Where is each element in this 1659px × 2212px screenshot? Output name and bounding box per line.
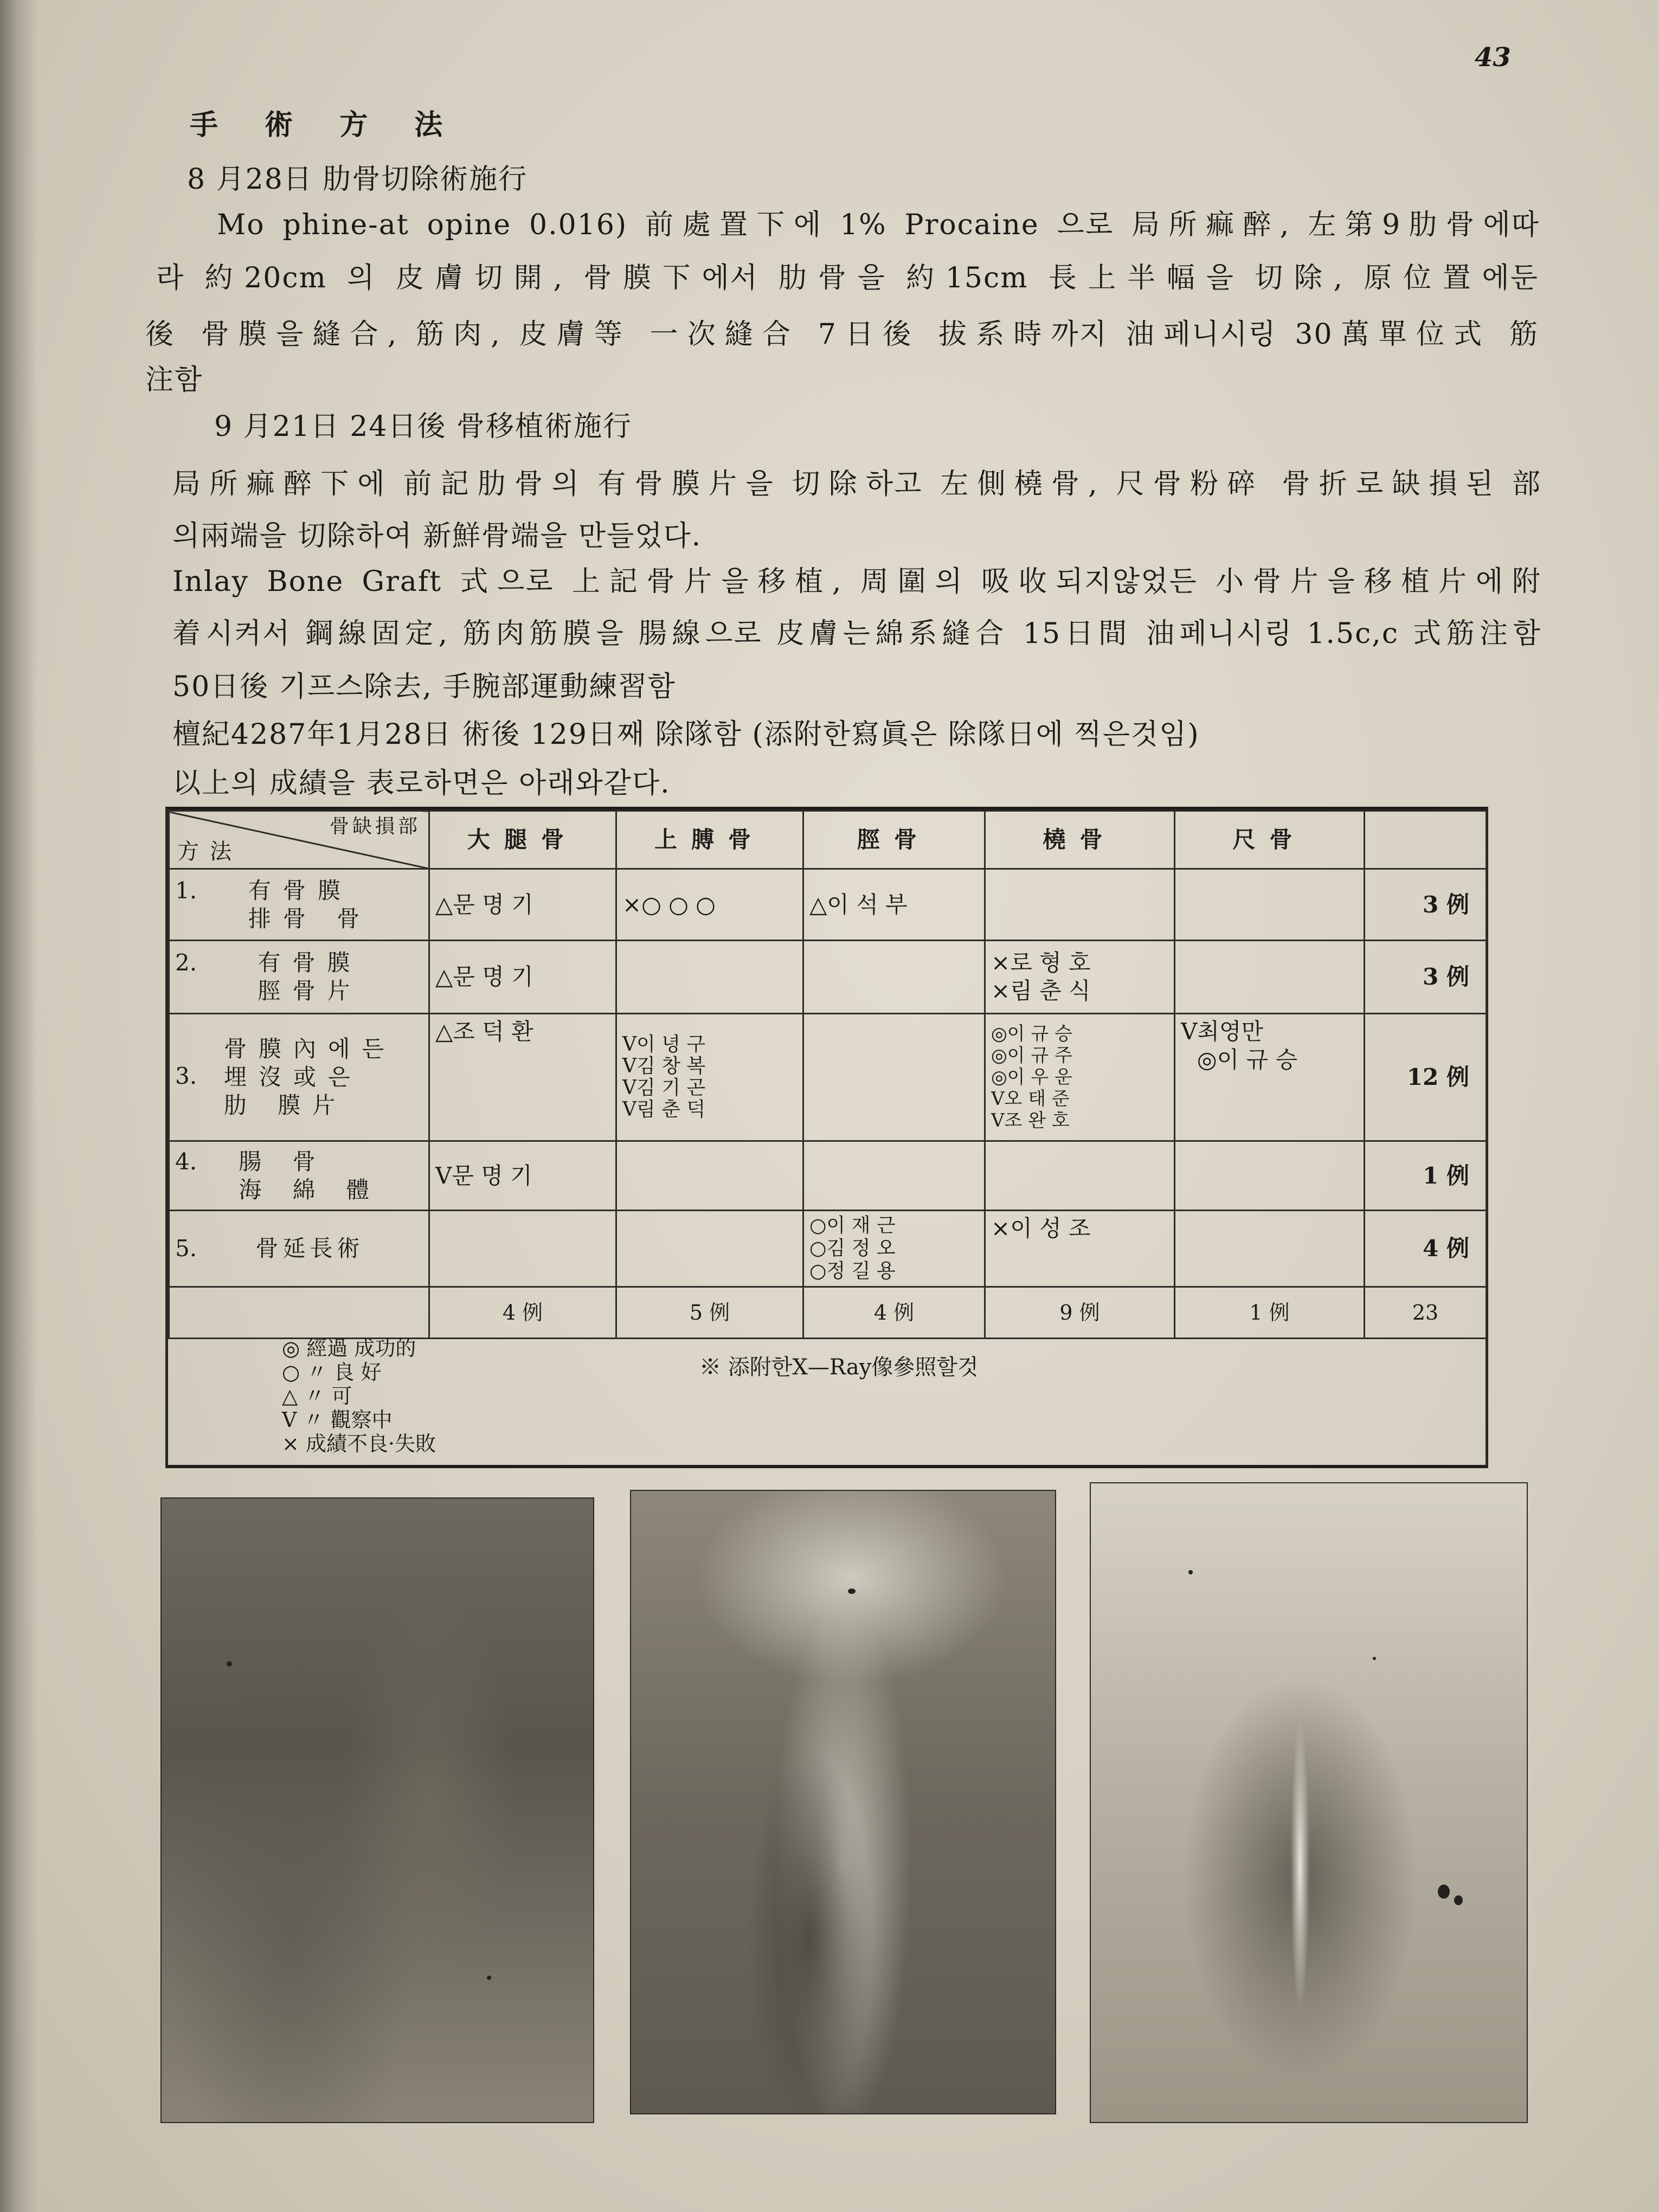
patient-entry: V림 춘 덕 <box>622 1098 706 1121</box>
table-row <box>169 1141 1487 1211</box>
table-header-row <box>169 811 1487 869</box>
tibia-cell <box>803 869 985 941</box>
patient-entry: V조 완 호 <box>991 1110 1070 1131</box>
text-line-date-2: 9 月21日 24日後 骨移植術施行 <box>214 410 633 443</box>
patient-entry: V이 녕 구 <box>622 1033 706 1056</box>
row-number: 2. <box>175 949 197 976</box>
text-line-9: 의兩端을 切除하여 新鮮骨端을 만들었다. <box>172 520 702 552</box>
method-line: 埋沒或은 <box>223 1064 362 1090</box>
case-count: 1 例 <box>1365 1141 1487 1211</box>
patient-entry: △조 덕 환 <box>435 1018 533 1045</box>
method-line: 骨膜內에든 <box>223 1036 396 1062</box>
patient-entry: ×○ ○ ○ <box>622 891 716 918</box>
patient-entry: ×림 춘 식 <box>991 978 1091 1004</box>
method-cell <box>169 941 429 1014</box>
humerus-cell <box>616 1211 803 1287</box>
section-heading: 手 術 方 法 <box>190 108 461 142</box>
patient-entry: △이 석 부 <box>809 891 908 918</box>
patient-entry: ○이 재 근 <box>809 1214 896 1237</box>
legend-item: × 成績不良·失敗 <box>282 1432 436 1456</box>
header-radius: 橈骨 <box>985 811 1175 869</box>
total-femur: 4 例 <box>429 1287 616 1339</box>
row-number: 4. <box>175 1148 197 1175</box>
row-number: 5. <box>175 1235 197 1262</box>
header-tibia: 脛骨 <box>803 811 985 869</box>
patient-entry: ◎이 규 승 <box>1197 1046 1298 1073</box>
legend-item: ○ 〃 良 好 <box>282 1360 382 1384</box>
legend-item: ◎ 經過 成功的 <box>282 1336 416 1360</box>
radius-cell <box>985 941 1175 1014</box>
text-line-5: 後 骨膜을縫合, 筋肉, 皮膚等 一次縫合 7日後 拔系時까지 油페니시링 30萬單位式 筋 <box>145 318 1539 351</box>
xray-photo-1 <box>160 1497 594 2123</box>
header-diagonal-cell <box>169 811 429 869</box>
patient-entry: ◎이 우 운 <box>991 1066 1072 1088</box>
femur-cell <box>429 941 616 1014</box>
text-line-13: 檀紀4287年1月28日 術後 129日째 除隊함 (添附한寫眞은 除隊日에 찍은것임) <box>172 718 1200 751</box>
patient-entry: V오 태 준 <box>991 1088 1070 1110</box>
legend-item: △ 〃 可 <box>282 1384 352 1408</box>
text-line-6: 注함 <box>145 364 203 396</box>
tibia-cell <box>803 1014 985 1141</box>
text-line-8: 局所痲醉下에 前記肋骨의 有骨膜片을 切除하고 左側橈骨, 尺骨粉碎 骨折로缺損된 部 <box>172 468 1541 500</box>
ulna-cell <box>1175 1211 1365 1287</box>
patient-entry: △문 명 기 <box>435 963 533 990</box>
patient-entry: V최영만 <box>1181 1018 1264 1045</box>
text-line-10: Inlay Bone Graft 式으로 上記骨片을移植, 周圍의 吸收되지않었든 小骨片을移植片에附 <box>172 565 1541 598</box>
patient-entry: ◎이 규 승 <box>991 1023 1072 1045</box>
case-count: 3 例 <box>1365 869 1487 941</box>
femur-cell <box>429 1014 616 1141</box>
table-row <box>169 941 1487 1014</box>
patient-entry: ◎이 규 주 <box>991 1045 1072 1066</box>
tibia-cell <box>803 1141 985 1211</box>
method-line: 肋 膜片 <box>223 1092 348 1118</box>
method-line: 腸 骨 <box>239 1148 327 1175</box>
total-humerus: 5 例 <box>616 1287 803 1339</box>
case-count: 12 例 <box>1365 1014 1487 1141</box>
page-number: 43 <box>1475 42 1511 73</box>
method-cell <box>169 1211 429 1287</box>
patient-entry: V김 기 곤 <box>622 1077 706 1099</box>
humerus-cell <box>616 1141 803 1211</box>
header-count <box>1365 811 1487 869</box>
text-line-11: 着시켜서 鋼線固定, 筋肉筋膜을 腸線으로 皮膚는綿系縫合 15日間 油페니시링 1.5c,c 式筋注함 <box>172 618 1541 650</box>
humerus-cell <box>616 869 803 941</box>
header-defect-label: 骨缺損部 <box>329 815 421 838</box>
method-line: 海 綿 體 <box>239 1176 381 1203</box>
text-line-4: 라 約20cm 의 皮膚切開, 骨膜下에서 肋骨을 約15cm 長上半幅을 切除, 原位置에둔 <box>156 262 1539 294</box>
book-binding-shadow <box>0 0 38 2212</box>
total-tibia: 4 例 <box>803 1287 985 1339</box>
total-radius: 9 例 <box>985 1287 1175 1339</box>
header-femur: 大腿骨 <box>429 811 616 869</box>
humerus-cell <box>616 941 803 1014</box>
radius-cell <box>985 869 1175 941</box>
method-line: 有骨膜 <box>248 877 352 904</box>
xray-photo-3 <box>1090 1482 1528 2123</box>
total-ulna: 1 例 <box>1175 1287 1365 1339</box>
femur-cell <box>429 1141 616 1211</box>
legend-item: V 〃 觀察中 <box>282 1408 393 1432</box>
radius-cell <box>985 1014 1175 1141</box>
case-count: 3 例 <box>1365 941 1487 1014</box>
row-number: 3. <box>175 1063 197 1089</box>
xray-photo-2 <box>630 1490 1056 2114</box>
patient-entry: ×로 형 호 <box>991 949 1091 976</box>
patient-entry: V김 창 복 <box>622 1055 706 1077</box>
method-line: 排骨 骨 <box>248 905 372 932</box>
method-cell <box>169 1014 429 1141</box>
xray-reference-note: ※ 添附한X—Ray像參照할것 <box>699 1355 979 1380</box>
totals-row <box>169 1287 1487 1339</box>
header-humerus: 上膊骨 <box>616 811 803 869</box>
femur-cell <box>429 1211 616 1287</box>
ulna-cell <box>1175 869 1365 941</box>
method-cell <box>169 1141 429 1211</box>
patient-entry: ×이 성 조 <box>991 1215 1091 1242</box>
text-line-12: 50日後 기프스除去, 手腕部運動練習함 <box>172 671 676 703</box>
text-line-3: Mo phine-at opine 0.016) 前處置下에 1% Procaine 으로 局所痲醉, 左第9肋骨에따 <box>217 209 1540 241</box>
header-ulna: 尺骨 <box>1175 811 1365 869</box>
row-number: 1. <box>175 877 197 904</box>
totals-label-cell <box>169 1287 429 1339</box>
ulna-cell <box>1175 1014 1365 1141</box>
ulna-cell <box>1175 1141 1365 1211</box>
patient-entry: ○김 정 오 <box>809 1237 896 1259</box>
method-line: 骨延長術 <box>255 1235 364 1262</box>
case-count: 4 例 <box>1365 1211 1487 1287</box>
text-line-date-1: 8 月28日 肋骨切除術施行 <box>187 163 528 196</box>
radius-cell <box>985 1141 1175 1211</box>
table-row <box>169 1014 1487 1141</box>
femur-cell <box>429 869 616 941</box>
radius-cell <box>985 1211 1175 1287</box>
total-all: 23 <box>1365 1287 1487 1339</box>
text-line-14: 以上의 成績을 表로하면은 아래와같다. <box>172 767 671 800</box>
patient-entry: △문 명 기 <box>435 891 533 918</box>
result-legend <box>282 1336 436 1456</box>
patient-entry: ○정 길 용 <box>809 1260 896 1282</box>
tibia-cell <box>803 941 985 1014</box>
table-row <box>169 869 1487 941</box>
ulna-cell <box>1175 941 1365 1014</box>
humerus-cell <box>616 1014 803 1141</box>
method-line: 脛骨片 <box>258 978 362 1004</box>
method-cell <box>169 869 429 941</box>
method-line: 有骨膜 <box>258 949 362 976</box>
tibia-cell <box>803 1211 985 1287</box>
header-method-label: 方法 <box>177 839 242 864</box>
patient-entry: V문 명 기 <box>435 1162 532 1189</box>
table-row <box>169 1211 1487 1287</box>
